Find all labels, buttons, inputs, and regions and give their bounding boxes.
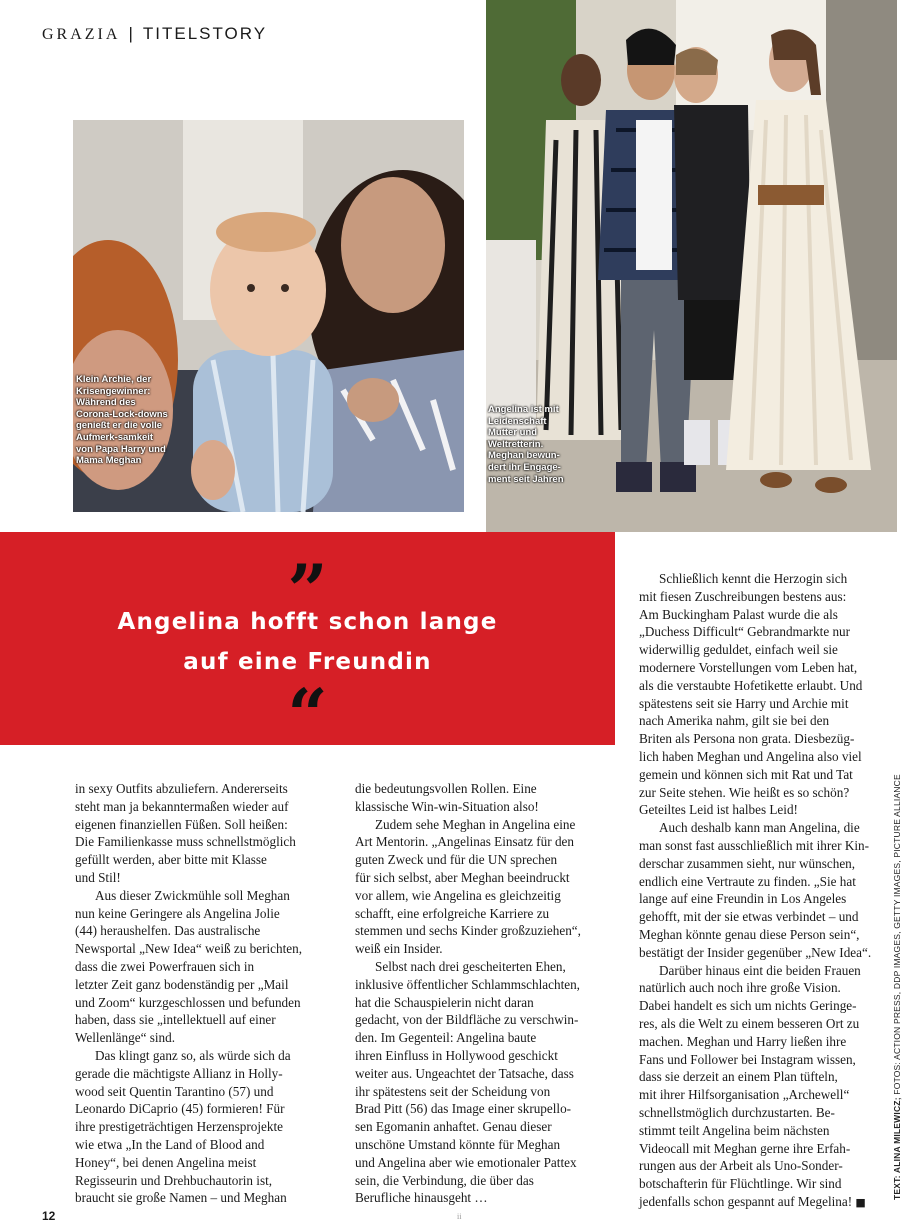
text-line: stemmen und sechs Kinder großzuziehen“, <box>355 923 581 939</box>
text-line: endlich eine Vertraute zu finden. „Sie hat <box>639 873 856 889</box>
text-line: und Zoom“ kurzgeschlossen und befunden <box>75 994 301 1010</box>
text-line: ihr spätestens seit der Scheidung von <box>355 1083 551 1099</box>
text-line: ihre prestigeträchtigen Herzensprojekte <box>75 1119 283 1135</box>
pull-quote-text <box>40 602 575 682</box>
text-line: braucht sie große Namen – und Meghan <box>75 1190 287 1206</box>
photo-caption-left: Klein Archie, der Krisengewinner: Während des Corona-Lock-downs genießt er die volle Aufmerk-samkeit von Papa Harry und Mama Meghan <box>76 374 168 467</box>
text-line: Am Buckingham Palast wurde die als <box>639 606 838 622</box>
text-line: Brad Pitt (56) das Image einer skrupello- <box>355 1101 572 1117</box>
footer-mark: ii <box>457 1212 462 1221</box>
text-line: Leonardo DiCaprio (45) formieren! Für <box>75 1101 285 1117</box>
text-line: den. Im Gegenteil: Angelina baute <box>355 1030 537 1046</box>
text-line: Zudem sehe Meghan in Angelina eine <box>375 816 576 832</box>
page-number: 12 <box>42 1209 56 1223</box>
text-line: Schließlich kennt die Herzogin sich <box>659 571 848 586</box>
article-column-1 <box>75 780 345 1207</box>
pull-quote-box <box>0 532 615 756</box>
text-line: gehofft, mit der sie etwas verbindet – und <box>639 909 859 925</box>
text-line: letzter Zeit ganz bodenständig per „Mail <box>75 976 289 992</box>
text-line: Wellenlänge“ sind. <box>75 1030 176 1046</box>
text-line: lange auf eine Freundin in Los Angeles <box>639 891 847 907</box>
text-line: wood seit Quentin Tarantino (57) und <box>75 1083 274 1099</box>
text-line: Geteiltes Leid ist halbes Leid! <box>639 802 798 818</box>
text-line: Das klingt ganz so, als würde sich da <box>95 1047 291 1063</box>
photo-caption-right: Angelina ist mit Leidenschaft Mutter und Weltretterin. Meghan bewun-dert ihr Engage-ment seit Jahren <box>488 404 564 485</box>
text-line: gedacht, von der Bildfläche zu verschwin- <box>355 1012 579 1028</box>
text-line: Fans und Follower bei Instagram wissen, <box>639 1051 856 1067</box>
text-line: stimmt teilt Angelina beim nächsten <box>639 1122 830 1138</box>
text-line: spätestens seit sie Harry und Archie mit <box>639 695 849 711</box>
header-separator: | <box>128 24 135 43</box>
text-line: bestätigt der Insider gegenüber „New Idea“. <box>639 944 872 960</box>
text-line: Die Familienkasse muss schnellstmöglich <box>75 834 296 850</box>
text-line: gefüllt werden, aber bitte mit Klasse <box>75 852 267 868</box>
credit-text: FOTOS: ACTION PRESS, DDP IMAGES, GETTY IMAGES, PICTURE ALLIANCE <box>892 774 902 1095</box>
pull-quote-line-2: auf eine Freundin <box>183 649 432 675</box>
text-line: unschöne Umstand könnte für Meghan <box>355 1136 561 1152</box>
article-column-2 <box>355 780 620 1207</box>
text-line: gerade die mächtigste Allianz in Holly- <box>75 1065 283 1081</box>
text-line: mit ihrer Hilfsorganisation „Archewell“ <box>639 1087 850 1103</box>
text-line: Auch deshalb kann man Angelina, die <box>659 820 860 836</box>
text-line: Regisseurin und Drehbuchautorin ist, <box>75 1172 273 1188</box>
text-line: dass die zwei Powerfrauen sich in <box>75 958 255 974</box>
text-line: mit fiesen Zuschreibungen bestens aus: <box>639 588 847 604</box>
text-line: gemein und können sich mit Rat und Tat <box>639 766 853 782</box>
magazine-brand: GRAZIA <box>42 26 121 43</box>
text-line: vor allem, wie Angelina es gleichzeitig <box>355 887 561 903</box>
text-line: Berufliche hinausgeht … <box>355 1190 488 1206</box>
text-line: (44) heraushelfen. Das australische <box>75 923 261 939</box>
end-of-article-mark: ■ <box>855 1195 866 1209</box>
text-line: sen Egomanin anhaftet. Genau dieser <box>355 1119 552 1135</box>
pull-quote-line-1: Angelina hofft schon lange <box>117 609 498 635</box>
text-line: hat die Schauspielerin nicht daran <box>355 994 534 1010</box>
text-line: weiter aus. Ungeachtet der Tatsache, dass <box>355 1065 574 1081</box>
text-line: steht man ja bekanntermaßen wieder auf <box>75 798 289 814</box>
text-line: als die verstaubte Hofetikette erlaubt. Und <box>639 677 863 693</box>
text-line: Darüber hinaus eint die beiden Frauen <box>659 962 861 978</box>
text-line: inklusive öffentlicher Schlammschlachten, <box>355 976 580 992</box>
text-line: widerwillig geduldet, einfach weil sie <box>639 642 838 658</box>
text-line: botschafterin für Flüchtlinge. Wir sind <box>639 1176 842 1192</box>
text-line: Selbst nach drei gescheiterten Ehen, <box>375 958 566 974</box>
text-line: eigenen finanziellen Füßen. Soll heißen: <box>75 816 288 832</box>
page-header <box>42 24 267 44</box>
text-line: zur Seite stehen. Wie heißt es so schön? <box>639 784 850 800</box>
text-line: dass sie derzeit an einem Plan tüfteln, <box>639 1069 838 1085</box>
section-title: TITELSTORY <box>142 24 268 43</box>
text-line-last-content: jedenfalls schon gespannt auf Megelina! <box>639 1193 853 1209</box>
text-line: „Duchess Difficult“ Gebrandmarkte nur <box>639 624 851 640</box>
text-line: Aus dieser Zwickmühle soll Meghan <box>95 887 290 903</box>
text-line: guten Zweck und für die UN sprechen <box>355 852 558 868</box>
text-line: ihren Einfluss in Hollywood geschickt <box>355 1047 558 1063</box>
text-line: lich haben Meghan und Angelina also viel <box>639 748 862 764</box>
quote-mark-open: ” <box>287 549 328 632</box>
text-line: weiß ein Insider. <box>355 941 443 957</box>
text-line: für sich selbst, aber Meghan beeindruckt <box>355 869 570 885</box>
text-line: Videocall mit Meghan gerne ihre Erfah- <box>639 1140 851 1156</box>
text-line: nach Amerika nahm, gilt sie bei den <box>639 713 830 729</box>
text-line: klassische Win-win-Situation also! <box>355 798 539 814</box>
credit-label: TEXT: ALINA MILEWICZ; <box>892 1097 902 1200</box>
text-line: Art Mentorin. „Angelinas Einsatz für den <box>355 834 574 850</box>
photo-credit <box>892 774 902 1200</box>
text-line: Dabei handelt es sich um nichts Geringe- <box>639 998 857 1014</box>
text-line: res, als die Welt zu einem besseren Ort zu <box>639 1015 860 1031</box>
quote-mark-close: “ <box>287 673 328 756</box>
text-line: derschar zusammen sieht, nur wünschen, <box>639 855 856 871</box>
text-line: Meghan könnte genau diese Person sein“, <box>639 926 860 942</box>
article-column-3 <box>639 570 899 1212</box>
text-line: man sonst fast ausschließlich mit ihrer Kin- <box>639 837 870 853</box>
text-line-last <box>639 1193 899 1212</box>
text-line: Briten als Persona non grata. Diesbezüg- <box>639 731 855 747</box>
text-line: nun keine Geringere als Angelina Jolie <box>75 905 280 921</box>
text-line: und Stil! <box>75 869 121 885</box>
text-line: modernere Vorstellungen vom Leben hat, <box>639 659 858 675</box>
text-line: machen. Meghan und Harry ließen ihre <box>639 1033 847 1049</box>
text-line: Honey“, bei denen Angelina meist <box>75 1154 257 1170</box>
text-line: die bedeutungsvollen Rollen. Eine <box>355 781 537 796</box>
text-line: haben, dass sie „intellektuell auf einer <box>75 1012 276 1028</box>
text-line: schnellstmöglich durchzustarten. Be- <box>639 1104 835 1120</box>
text-line: und Angelina aber wie emotionaler Pattex <box>355 1154 577 1170</box>
text-line: rungen aus der Arbeit als Uno-Sonder- <box>639 1158 843 1174</box>
text-line: schafft, eine erfolgreiche Karriere zu <box>355 905 550 921</box>
text-line: in sexy Outfits abzuliefern. Andererseits <box>75 781 288 796</box>
text-line: sein, die Verbindung, die über das <box>355 1172 534 1188</box>
text-line: natürlich auch noch ihre große Vision. <box>639 980 841 996</box>
text-line: Newsportal „New Idea“ weiß zu berichten, <box>75 941 303 957</box>
text-line: wie etwa „In the Land of Blood and <box>75 1136 265 1152</box>
